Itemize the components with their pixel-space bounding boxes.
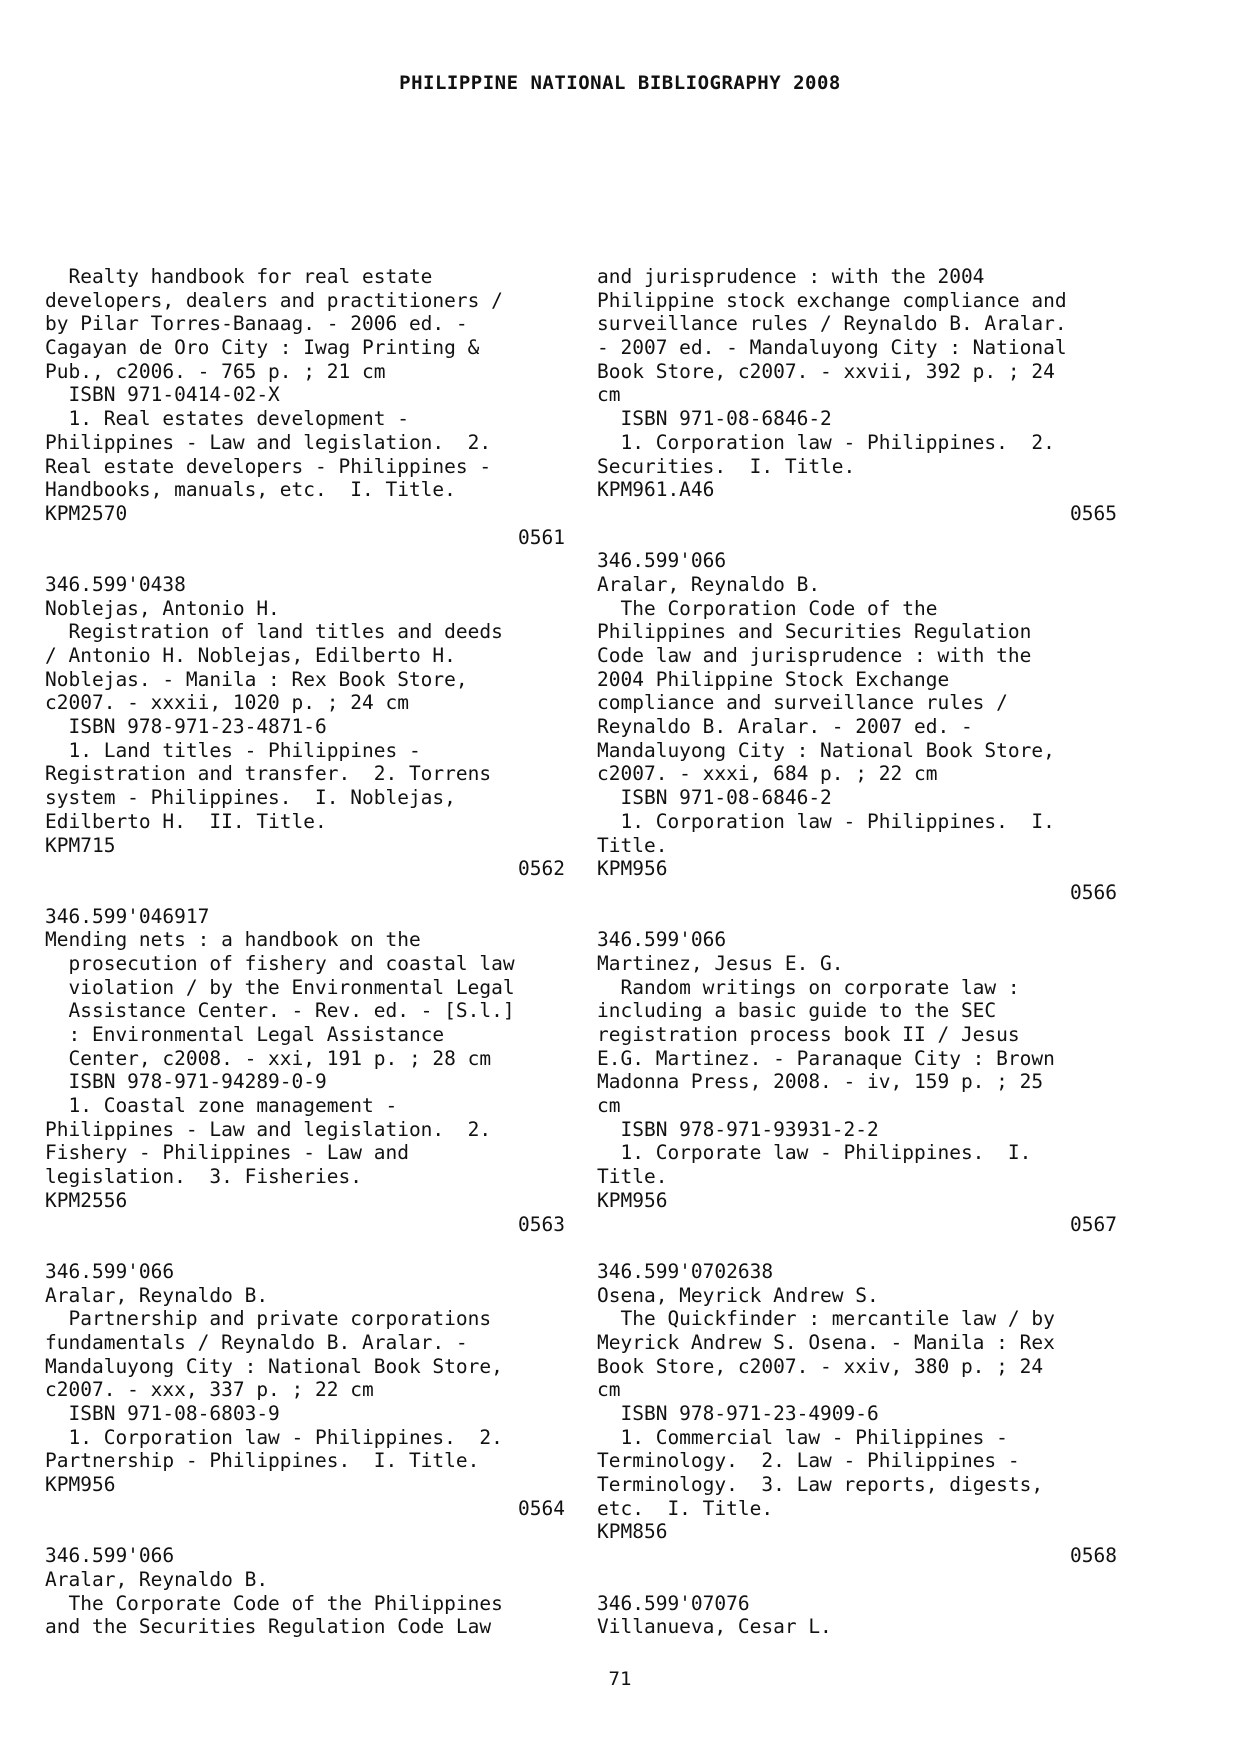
entry-line: Aralar, Reynaldo B. <box>597 572 821 596</box>
entry-spacer <box>597 1236 1117 1260</box>
entry-line: 346.599'066 <box>597 928 727 952</box>
entry-line: 346.599'07076 <box>597 1591 750 1615</box>
entry-line: Aralar, Reynaldo B. <box>45 1283 269 1307</box>
entry-spacer <box>597 905 1117 929</box>
entry-number: 0565 <box>1070 501 1117 525</box>
entry-line: Philippines and Securities Regulation <box>597 620 1032 644</box>
entry-line: 1. Real estates development - <box>45 407 409 431</box>
entry-spacer <box>45 881 565 905</box>
entry-line: Terminology. 3. Law reports, digests, <box>597 1473 1044 1497</box>
entry-line: KPM956 <box>597 1188 668 1212</box>
entry-line: ISBN 971-08-6846-2 <box>597 407 832 431</box>
entry-line: Assistance Center. - Rev. ed. - [S.l.] <box>45 999 515 1023</box>
entry-line: c2007. - xxx, 337 p. ; 22 cm <box>45 1378 374 1402</box>
entry-line: and jurisprudence : with the 2004 <box>597 265 985 288</box>
bibliography-entry <box>597 1592 1117 1639</box>
entry-line: 346.599'066 <box>45 1544 175 1568</box>
entry-line: cm <box>597 1094 621 1118</box>
entry-number: 0562 <box>518 857 565 881</box>
entry-line: 346.599'0702638 <box>597 1259 774 1283</box>
entry-spacer <box>597 526 1117 550</box>
entry-line: Book Store, c2007. - xxvii, 392 p. ; 24 <box>597 359 1055 383</box>
bibliography-entry <box>597 549 1117 928</box>
entry-line: Noblejas, Antonio H. <box>45 596 280 620</box>
entry-line: ISBN 978-971-94289-0-9 <box>45 1070 327 1094</box>
entry-line: KPM2556 <box>45 1188 128 1212</box>
entry-line: 1. Corporate law - Philippines. I. <box>597 1141 1032 1165</box>
entry-line: Fishery - Philippines - Law and <box>45 1141 409 1165</box>
entry-line: system - Philippines. I. Noblejas, <box>45 786 456 810</box>
entry-line: surveillance rules / Reynaldo B. Aralar. <box>597 312 1067 336</box>
entry-line: Realty handbook for real estate <box>45 265 433 288</box>
entry-line: KPM961.A46 <box>597 478 715 502</box>
entry-line: 1. Coastal zone management - <box>45 1094 398 1118</box>
entry-line: The Corporation Code of the <box>597 596 938 620</box>
bibliography-entry <box>597 1260 1117 1592</box>
entry-number: 0564 <box>518 1496 565 1520</box>
entry-line: 2004 Philippine Stock Exchange <box>597 667 950 691</box>
entry-line: compliance and surveillance rules / <box>597 691 1008 715</box>
entry-line: ISBN 971-08-6846-2 <box>597 786 832 810</box>
entry-line: Madonna Press, 2008. - iv, 159 p. ; 25 <box>597 1070 1044 1094</box>
entry-line: ISBN 978-971-23-4871-6 <box>45 715 327 739</box>
entry-line: Meyrick Andrew S. Osena. - Manila : Rex <box>597 1330 1055 1354</box>
entry-line: registration process book II / Jesus <box>597 1023 1020 1046</box>
entry-line: Mandaluyong City : National Book Store, <box>45 1354 503 1378</box>
right-column <box>597 265 1117 1639</box>
entry-line: ISBN 971-08-6803-9 <box>45 1402 280 1425</box>
entry-line: Mending nets : a handbook on the <box>45 928 421 952</box>
entry-number: 0566 <box>1070 880 1117 904</box>
entry-line: Aralar, Reynaldo B. <box>45 1567 269 1591</box>
entry-line: cm <box>597 383 621 407</box>
entry-line: : Environmental Legal Assistance <box>45 1023 445 1046</box>
entry-line: Mandaluyong City : National Book Store, <box>597 738 1055 762</box>
entry-line: Registration and transfer. 2. Torrens <box>45 762 492 786</box>
entry-line: Noblejas. - Manila : Rex Book Store, <box>45 667 468 691</box>
entry-spacer <box>45 1236 565 1260</box>
entry-line: Partnership - Philippines. I. Title. <box>45 1449 480 1473</box>
page-header-title: PHILIPPINE NATIONAL BIBLIOGRAPHY 2008 <box>399 72 841 94</box>
entry-line: 1. Land titles - Philippines - <box>45 738 421 762</box>
entry-line: Random writings on corporate law : <box>597 975 1020 999</box>
entry-line: Handbooks, manuals, etc. I. Title. <box>45 478 456 502</box>
entry-line: by Pilar Torres-Banaag. - 2006 ed. - <box>45 312 468 336</box>
entry-line: Pub., c2006. - 765 p. ; 21 cm <box>45 359 386 383</box>
bibliography-entry <box>597 928 1117 1260</box>
entry-spacer <box>597 1568 1117 1592</box>
entry-spacer <box>45 1520 565 1544</box>
entry-line: Philippines - Law and legislation. 2. <box>45 430 492 454</box>
entry-line: Terminology. 2. Law - Philippines - <box>597 1449 1020 1473</box>
entry-line: 1. Corporation law - Philippines. I. <box>597 809 1055 833</box>
entry-line: The Quickfinder : mercantile law / by <box>597 1307 1055 1331</box>
entry-line: developers, dealers and practitioners / <box>45 288 503 312</box>
entry-line: KPM856 <box>597 1520 668 1544</box>
entry-number: 0568 <box>1070 1544 1117 1568</box>
entry-line: The Corporate Code of the Philippines <box>45 1591 503 1615</box>
entry-line: Real estate developers - Philippines - <box>45 454 492 478</box>
bibliography-entry <box>45 1260 565 1544</box>
entry-line: 1. Corporation law - Philippines. 2. <box>45 1425 503 1449</box>
entry-line: 346.599'0438 <box>45 572 186 596</box>
bibliography-entry <box>45 905 565 1260</box>
bibliography-entry <box>45 573 565 905</box>
entry-spacer <box>45 549 565 573</box>
entry-line: Edilberto H. II. Title. <box>45 809 327 833</box>
entry-line: 1. Corporation law - Philippines. 2. <box>597 430 1055 454</box>
entry-line: - 2007 ed. - Mandaluyong City : National <box>597 336 1067 360</box>
entry-line: KPM2570 <box>45 501 128 525</box>
entry-line: Osena, Meyrick Andrew S. <box>597 1283 879 1307</box>
entry-line: / Antonio H. Noblejas, Edilberto H. <box>45 644 456 667</box>
page-number: 71 <box>608 1668 632 1690</box>
entry-line: fundamentals / Reynaldo B. Aralar. - <box>45 1330 468 1354</box>
entry-number: 0563 <box>518 1212 565 1236</box>
entry-line: legislation. 3. Fisheries. <box>45 1165 362 1189</box>
entry-line: 1. Commercial law - Philippines - <box>597 1425 1008 1449</box>
entry-line: ISBN 971-0414-02-X <box>45 383 280 407</box>
entry-line: c2007. - xxxi, 684 p. ; 22 cm <box>597 762 938 786</box>
entry-line: prosecution of fishery and coastal law <box>45 951 515 975</box>
entry-line: Reynaldo B. Aralar. - 2007 ed. - <box>597 715 973 739</box>
entry-line: and the Securities Regulation Code Law <box>45 1615 492 1639</box>
entry-line: KPM956 <box>45 1473 116 1497</box>
entry-number: 0561 <box>518 525 565 549</box>
entry-line: 346.599'046917 <box>45 904 210 928</box>
entry-line: 346.599'066 <box>45 1259 175 1283</box>
entry-line: ISBN 978-971-93931-2-2 <box>597 1117 879 1141</box>
entry-line: Title. <box>597 1165 668 1189</box>
left-column <box>45 265 565 1639</box>
bibliography-entry <box>45 265 565 573</box>
entry-line: including a basic guide to the SEC <box>597 999 997 1023</box>
entry-line: 346.599'066 <box>597 549 727 573</box>
entry-line: KPM715 <box>45 833 116 857</box>
entry-line: Securities. I. Title. <box>597 454 856 478</box>
entry-line: Registration of land titles and deeds <box>45 620 503 644</box>
bibliography-entry <box>597 265 1117 549</box>
entry-line: violation / by the Environmental Legal <box>45 975 515 999</box>
entry-line: Title. <box>597 833 668 857</box>
entry-line: Villanueva, Cesar L. <box>597 1615 832 1639</box>
entry-line: Philippine stock exchange compliance and <box>597 288 1067 312</box>
entry-line: etc. I. Title. <box>597 1496 774 1520</box>
entry-line: Code law and jurisprudence : with the <box>597 644 1032 667</box>
entry-line: Martinez, Jesus E. G. <box>597 951 844 975</box>
entry-line: ISBN 978-971-23-4909-6 <box>597 1402 879 1425</box>
entry-number: 0567 <box>1070 1212 1117 1236</box>
entry-line: Cagayan de Oro City : Iwag Printing & <box>45 336 480 360</box>
entry-line: c2007. - xxxii, 1020 p. ; 24 cm <box>45 691 409 715</box>
entry-line: Center, c2008. - xxi, 191 p. ; 28 cm <box>45 1046 492 1070</box>
entry-line: KPM956 <box>597 857 668 881</box>
entry-line: cm <box>597 1378 621 1402</box>
entry-line: Philippines - Law and legislation. 2. <box>45 1117 492 1141</box>
entry-line: E.G. Martinez. - Paranaque City : Brown <box>597 1046 1055 1070</box>
entry-line: Partnership and private corporations <box>45 1307 492 1331</box>
bibliography-entry <box>45 1544 565 1639</box>
entry-line: Book Store, c2007. - xxiv, 380 p. ; 24 <box>597 1354 1044 1378</box>
